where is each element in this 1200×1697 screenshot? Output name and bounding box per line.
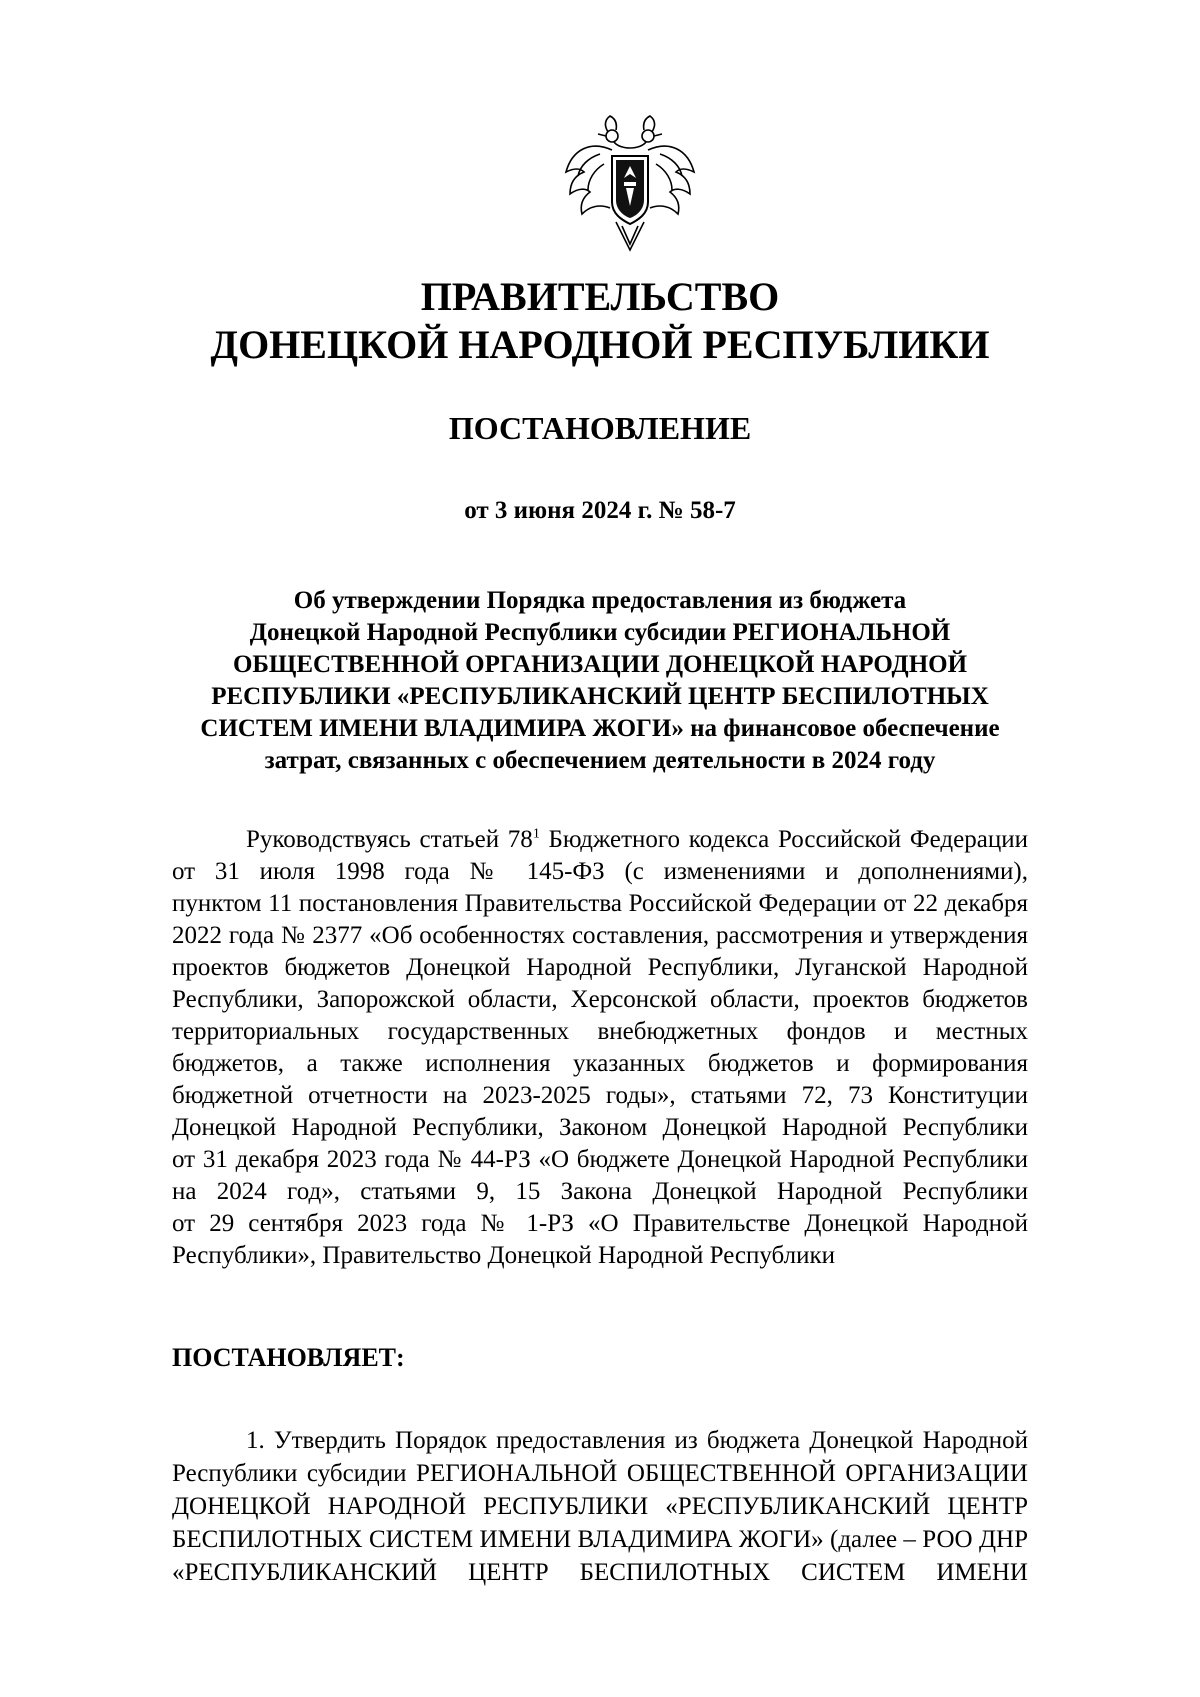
clause-line: ДОНЕЦКОЙ НАРОДНОЙ РЕСПУБЛИКИ «РЕСПУБЛИКАНСКИЙ ЦЕНТР: [172, 1493, 1028, 1520]
subject-line: РЕСПУБЛИКИ «РЕСПУБЛИКАНСКИЙ ЦЕНТР БЕСПИЛОТНЫХ: [211, 683, 989, 710]
preamble-line: проектов бюджетов Донецкой Народной Республики, Луганской Народной: [172, 954, 1028, 981]
subject-line: затрат, связанных с обеспечением деятельности в 2024 году: [264, 747, 936, 774]
preamble-line: бюджетной отчетности на 2023-2025 годы», статьями 72, 73 Конституции: [172, 1082, 1028, 1109]
preamble-line: 2022 года № 2377 «Об особенностях составления, рассмотрения и утверждения: [172, 922, 1028, 949]
preamble-text: Руководствуясь статьей 78: [246, 826, 533, 853]
government-title-line2: ДОНЕЦКОЙ НАРОДНОЙ РЕСПУБЛИКИ: [210, 322, 990, 367]
preamble-text: Бюджетного кодекса Российской Федерации: [539, 826, 1028, 853]
preamble-line: [172, 824, 1028, 856]
subject-line: СИСТЕМ ИМЕНИ ВЛАДИМИРА ЖОГИ» на финансовое обеспечение: [200, 715, 1000, 742]
preamble-line: бюджетов, а также исполнения указанных бюджетов и формирования: [172, 1050, 1028, 1077]
coat-of-arms-emblem: [560, 110, 700, 255]
preamble-line: пунктом 11 постановления Правительства Российской Федерации от 22 декабря: [172, 890, 1028, 917]
preamble-line: от 31 июля 1998 года № 145-ФЗ (с изменениями и дополнениями),: [172, 858, 1028, 885]
date-number: от 3 июня 2024 г. № 58-7: [464, 497, 736, 524]
preamble-line: от 31 декабря 2023 года № 44-РЗ «О бюджете Донецкой Народной Республики: [172, 1146, 1028, 1173]
clause-1: [172, 1424, 1028, 1589]
preamble-line: Республики, Запорожской области, Херсонской области, проектов бюджетов: [172, 986, 1028, 1013]
document-subject: [190, 585, 1010, 777]
subject-line: Об утверждении Порядка предоставления из бюджета: [293, 587, 907, 614]
clause-line: БЕСПИЛОТНЫХ СИСТЕМ ИМЕНИ ВЛАДИМИРА ЖОГИ» (далее – РОО ДНР: [172, 1526, 1028, 1553]
resolves-heading: ПОСТАНОВЛЯЕТ:: [172, 1343, 405, 1372]
government-title-line1: ПРАВИТЕЛЬСТВО: [420, 274, 780, 319]
subject-line: Донецкой Народной Республики субсидии РЕГИОНАЛЬНОЙ: [249, 619, 951, 646]
subject-line: ОБЩЕСТВЕННОЙ ОРГАНИЗАЦИИ ДОНЕЦКОЙ НАРОДНОЙ: [232, 651, 968, 678]
preamble-line: от 29 сентября 2023 года № 1-РЗ «О Правительстве Донецкой Народной: [172, 1210, 1028, 1237]
clause-line: «РЕСПУБЛИКАНСКИЙ ЦЕНТР БЕСПИЛОТНЫХ СИСТЕМ ИМЕНИ: [172, 1559, 1028, 1586]
clause-line: Республики субсидии РЕГИОНАЛЬНОЙ ОБЩЕСТВЕННОЙ ОРГАНИЗАЦИИ: [172, 1460, 1028, 1487]
preamble-paragraph: [172, 824, 1028, 1272]
preamble-line: на 2024 год», статьями 9, 15 Закона Донецкой Народной Республики: [172, 1178, 1028, 1205]
preamble-line: Республики», Правительство Донецкой Народной Республики: [172, 1242, 836, 1269]
preamble-line: территориальных государственных внебюджетных фондов и местных: [172, 1018, 1028, 1045]
article-superscript: 1: [532, 826, 540, 842]
clause-line: 1. Утвердить Порядок предоставления из бюджета Донецкой Народной: [246, 1427, 1028, 1454]
preamble-line: Донецкой Народной Республики, Законом Донецкой Народной Республики: [172, 1114, 1028, 1141]
document-type-heading: ПОСТАНОВЛЕНИЕ: [448, 410, 752, 446]
